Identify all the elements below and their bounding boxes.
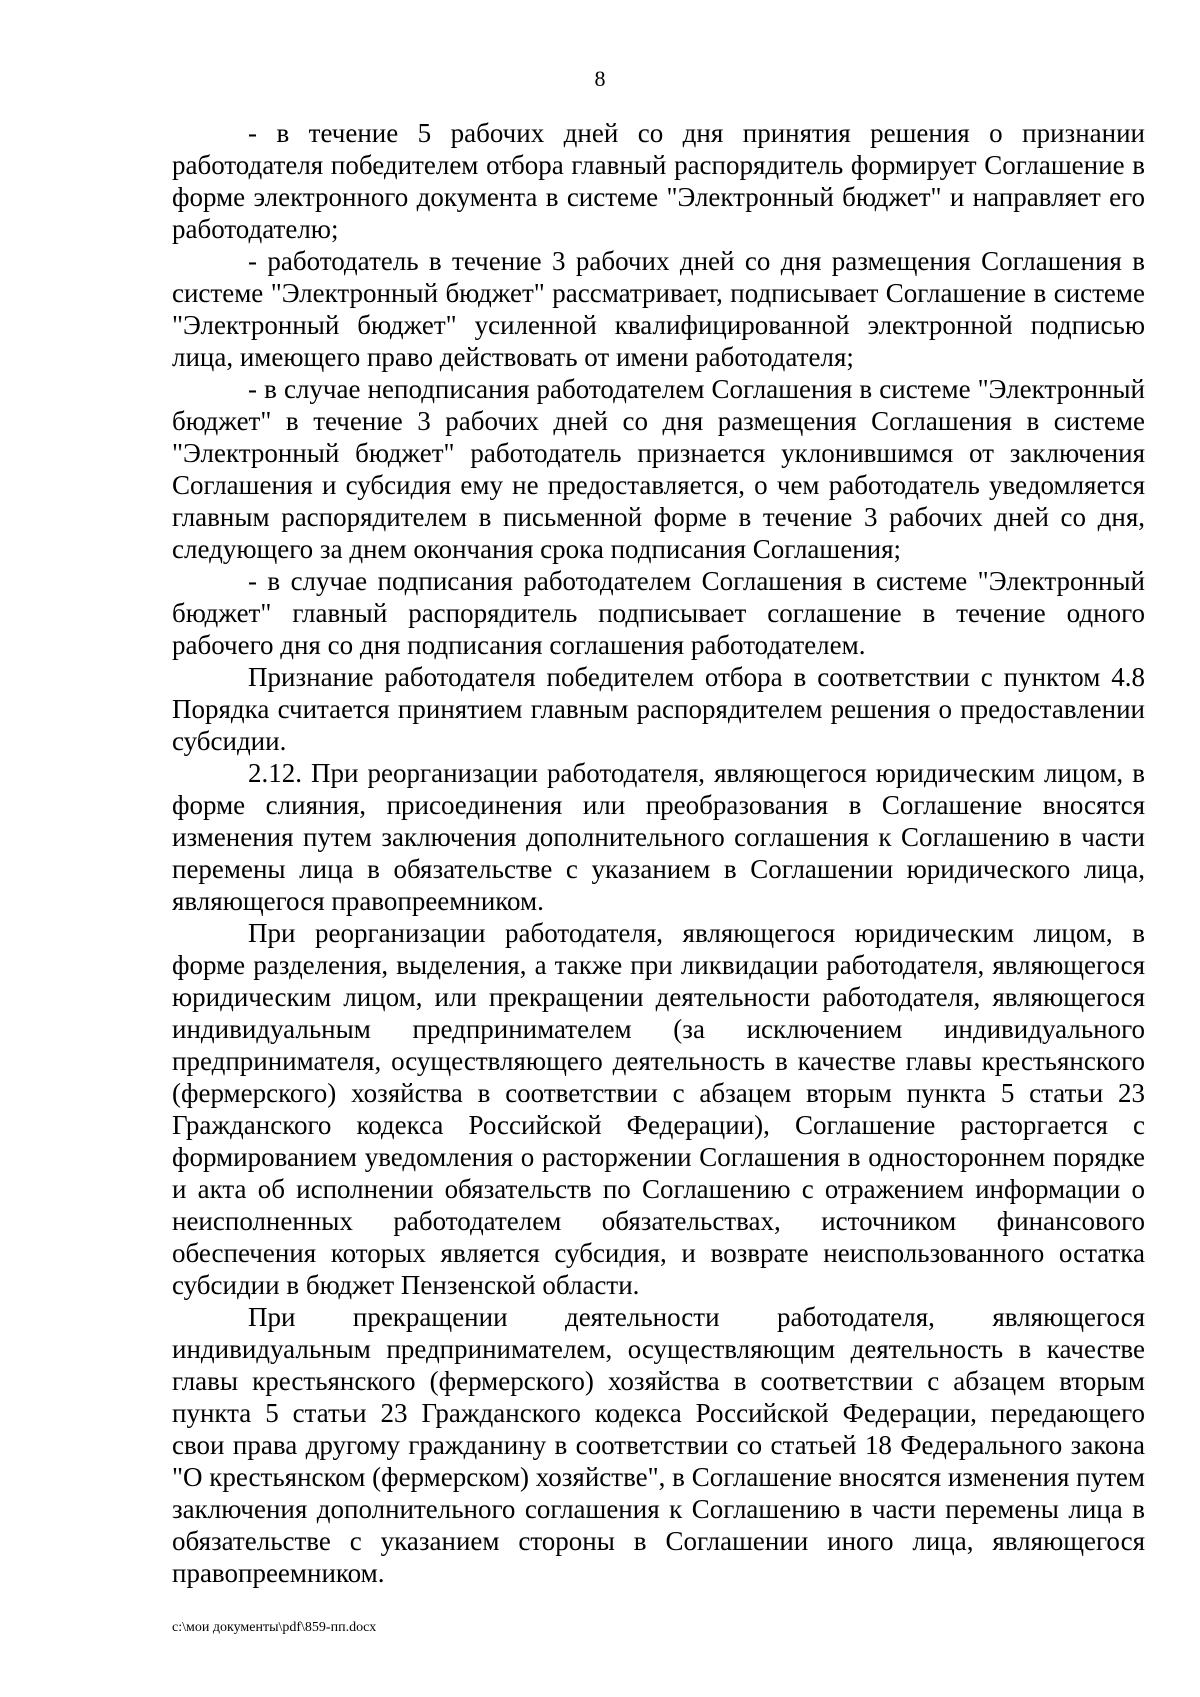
paragraph-signing-term: - в течение 5 рабочих дней со дня принятия решения о признании работодателя победителем отбора главный распорядитель формирует Соглашение в форме электронного документа в системе "Электронный бюджет" и направляет его работодателю; [172,118,1145,244]
page-number: 8 [594,66,606,91]
paragraph-2-12-reorganization: 2.12. При реорганизации работодателя, являющегося юридическим лицом, в форме слияния, присоединения или преобразования в Соглашение вносятся изменения путем заключения дополнительного соглашения к Соглашению в части перемены лица в обязательстве с указанием в Соглашении юридического лица, являющегося правопреемником. [172,758,1145,916]
paragraph-farm-succession: При прекращении деятельности работодателя, являющегося индивидуальным предпринимателем, осуществляющим деятельность в качестве главы крестьянского (фермерского) хозяйства в соответствии с абзацем вторым пункта 5 статьи 23 Гражданского кодекса Российской Федерации, передающего свои права другому гражданину в соответствии со статьей 18 Федерального закона "О крестьянском (фермерском) хозяйстве", в Соглашение вносятся изменения путем заключения дополнительного соглашения к Соглашению в части перемены лица в обязательстве с указанием стороны в Соглашении иного лица, являющегося правопреемником. [172,1302,1145,1588]
footer-file-path: c:\мои документы\pdf\859-пп.docx [172,1620,377,1635]
document-body [172,117,1145,1589]
paragraph-recognition: Признание работодателя победителем отбора в соответствии с пунктом 4.8 Порядка считается принятием главным распорядителем решения о предоставлении субсидии. [172,662,1145,756]
paragraph-non-signing: - в случае неподписания работодателем Соглашения в системе "Электронный бюджет" в течение 3 рабочих дней со дня размещения Соглашения в системе "Электронный бюджет" работодатель признается уклонившимся от заключения Соглашения и субсидия ему не предоставляется, о чем работодатель уведомляется главным распорядителем в письменной форме в течение 3 рабочих дней со дня, следующего за днем окончания срока подписания Соглашения; [172,374,1145,564]
paragraph-termination: При реорганизации работодателя, являющегося юридическим лицом, в форме разделения, выделения, а также при ликвидации работодателя, являющегося юридическим лицом, или прекращении деятельности работодателя, являющегося индивидуальным предпринимателем (за исключением индивидуального предпринимателя, осуществляющего деятельность в качестве главы крестьянского (фермерского) хозяйства в соответствии с абзацем вторым пункта 5 статьи 23 Гражданского кодекса Российской Федерации), Соглашение расторгается с формированием уведомления о расторжении Соглашения в одностороннем порядке и акта об исполнении обязательств по Соглашению с отражением информации о неисполненных работодателем обязательствах, источником финансового обеспечения которых является субсидия, и возврате неиспользованного остатка субсидии в бюджет Пензенской области. [172,918,1145,1300]
paragraph-distributor-signs: - в случае подписания работодателем Соглашения в системе "Электронный бюджет" главный распорядитель подписывает соглашение в течение одного рабочего дня со дня подписания соглашения работодателем. [172,566,1145,660]
paragraph-employer-signs: - работодатель в течение 3 рабочих дней со дня размещения Соглашения в системе "Электронный бюджет" рассматривает, подписывает Соглашение в системе "Электронный бюджет" усиленной квалифицированной электронной подписью лица, имеющего право действовать от имени работодателя; [172,246,1145,372]
